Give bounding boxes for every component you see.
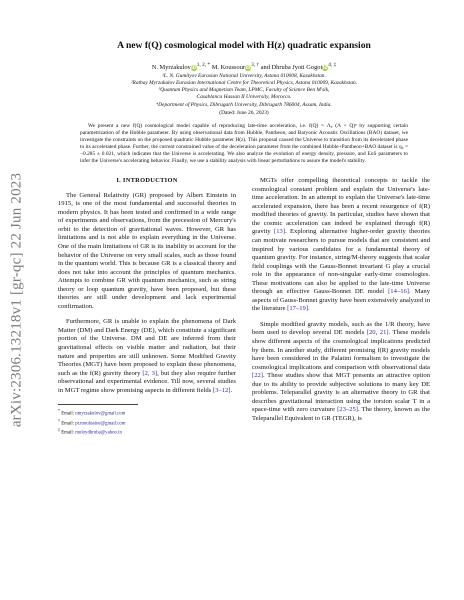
affiliations [58,73,430,108]
author-name: and Dhruba Jyoti Gogoi [260,64,323,72]
citation-link[interactable]: [17–19] [287,305,309,313]
footnote-label: Email: [60,411,76,417]
footnote-label: Email: [60,431,76,437]
paper-title: A new f(Q) cosmological model with H(z) quadratic expansion [117,40,371,51]
section-title: INTRODUCTION [122,177,178,185]
arxiv-identifier: arXiv:2306.13218v1 [gr-qc] 22 Jun 2023 [8,172,25,428]
section-heading [58,177,236,186]
footnotes [58,404,138,437]
citation-link[interactable]: [22] [252,372,263,380]
footnote-mark: † [58,417,60,423]
email-link[interactable]: pr.mouhssine@gmail.com [75,421,126,427]
paragraph-text: Furthermore, GR is unable to explain the phenomena of Dark Matter (DM) and Dark Energy (DE), which constitute a significant portion of the Universe. DM and DE are inferred from their gravitational effects on visible matter and radiation, but their nature and properties are still unknown. Some Modified Gravity Theories (MGT) have been proposed to explain these phenomena, such as the f(R) gravity theory [58,318,236,377]
body-paragraph [58,318,236,395]
footnote [58,408,138,418]
author-marks: 4, ‡ [328,62,337,68]
author-list [58,61,430,72]
dated-line: (Dated: June 26, 2023) [219,109,269,116]
citation-link[interactable]: [3–12] [212,386,231,394]
orcid-icon[interactable]: iD [191,65,197,71]
citation-link[interactable]: [23–25] [337,406,358,414]
affiliation-line: ⁴Department of Physics, Dibrugarh University, Dibrugarh 786004, Assam, India. [156,101,332,108]
footnote-mark: * [58,408,60,414]
citation-link[interactable]: [14–16] [388,288,409,296]
affiliation-line: Casablanca Hassan II University, Morocco. [196,94,292,101]
arxiv-identifier-stamp [6,150,28,450]
footnote-label: Email: [60,421,76,427]
body-paragraph [58,192,236,312]
paragraph-text: . Exploring alternative higher-order gravity theories can motivate researchers to pursue models that are consistent and inspired by various candidates for a fundamental theory of quantum gravity. For instance, string/M-theory suggests that scalar field couplings with the Gauss-Bonnet invariant G play a crucial role in the appearance of non-singular early-time cosmologies. These motivations can also be applied to the late-time Universe through an effective Gauss-Bonnet DE model [252,228,430,296]
paragraph-text: The General Relativity (GR) proposed by Albert Einstein in 1915, is one of the most fundamental and successful theories in modern physics. It has been tested and confirmed in a wide range of experiments and observations, from the precession of Mercury's orbit to the detection of gravitational waves. However, GR has limitations and is not able to explain everything in the Universe. One of the main limitations of GR is its inability to account for the behavior of the Universe on very small scales, such as those found in the quantum world. This is because GR is a classical theory and does not take into account the principles of quantum mechanics. Attempts to combine GR with quantum mechanics, such as string theory or loop quantum gravity, have been proposed, but these theories are still under development and lack experimental confirmation. [58,191,236,310]
orcid-icon[interactable]: iD [245,65,251,71]
body-columns [58,177,430,437]
author-name: N. Myrzakulov [151,64,191,72]
paragraph-text: MGTs offer compelling theoretical concepts to tackle the cosmological constant problem and explain the Universe's late-time acceleration. In an attempt to explain the Universe's late-time accelerated expansion, there has been a recent resurgence of f(R) modified theories of gravity. In particular, studies have shown that the cosmic acceleration can indeed be explained through f(R) gravity [252,177,430,236]
paragraph-text: . The theory, known as the Teleparallel Equivalent to GR (TEGR), is [252,406,430,422]
paragraph-text: . These studies show that MGT presents an attractive option due to its ability to provide subjective solutions to many key DE problems. Teleparallel gravity is an alternative theory to GR that describes gravitational interaction using the torsion scalar T in a space-time with zero curvature [252,372,430,414]
body-paragraph [252,177,430,314]
author-name: M. Koussour [211,64,246,72]
citation-link[interactable]: [2, 3] [142,369,158,377]
paragraph-text: , but they also require further observational and experimental evidence. Till now, several studies in MGT regime show promising aspects in different fields [58,369,236,394]
orcid-icon[interactable]: iD [322,65,328,71]
affiliation-line: ³Quantum Physics and Magnetism Team, LPMC, Faculty of Science Ben M'sik, [158,87,330,94]
paragraph-text: . Many aspects of Gauss-Bonnet gravity have been extensively analyzed in the literature [252,288,430,313]
left-column-text [58,192,236,396]
author-marks: 1, 2, * [196,62,211,68]
footnote-mark: ‡ [58,427,60,433]
footnote [58,418,138,428]
author-marks: 3, † [251,62,260,68]
footnote [58,427,138,437]
abstract: We present a new f(Q) cosmological model capable of reproducing late-time acceleration, i.e. f(Q) = Λ₀ (Λ + Q)ⁿ by supporting certain parametrization of the Hubble parameter. By using observational data from Hubble, Pantheon, and Baryonic Acoustic Oscillations (BAO) dataset, we investigate the constraints on the proposed quadratic Hubble parameter H(z). This proposal caused the Universe to transition from its decelerated phase to its accelerated phase. Further, the current constrained value of the deceleration parameter from the combined Hubble+Pantheon+BAO dataset is q₀ = −0.285 ± 0.021, which indicates that the Universe is accelerating. We also analyze the evolution of energy density, pressure, and EoS parameters to infer the Universe's accelerating behavior. Finally, we use a stability analysis with linear perturbations to assure the model's stability. [80,122,408,165]
section-number: I. [116,177,122,185]
paragraph-text: Simple modified gravity models, such as the 1/R theory, have been used to develop several DE models [252,320,430,337]
citation-link[interactable]: [13] [274,228,286,236]
citation-link[interactable]: [20, 21] [366,329,389,337]
paragraph-text: . [308,305,310,313]
email-link[interactable]: nmyrzakulov@gmail.com [75,411,126,417]
left-column [58,177,236,437]
paragraph-text: . [230,386,233,394]
affiliation-line: ²Ratbay Myrzakulov Eurasian International Centre for Theoretical Physics, Astana 010009, Kazakhstan. [130,80,358,87]
paper-page [58,40,430,437]
affiliation-line: ¹L. N. Gumilyov Eurasian National University, Astana 010008, Kazakhstan. [162,73,326,80]
right-column-text [252,177,430,423]
body-paragraph [252,321,430,424]
paragraph-text: . These models show different aspects of the cosmological implications predicted by them. In another study, different promising f(R) gravity models have been considered in the Palatini formalism to investigate the cosmological implications and comparison with observational data [252,329,430,371]
email-link[interactable]: moloydhruba@yahoo.in [75,431,122,437]
right-column [252,177,430,437]
